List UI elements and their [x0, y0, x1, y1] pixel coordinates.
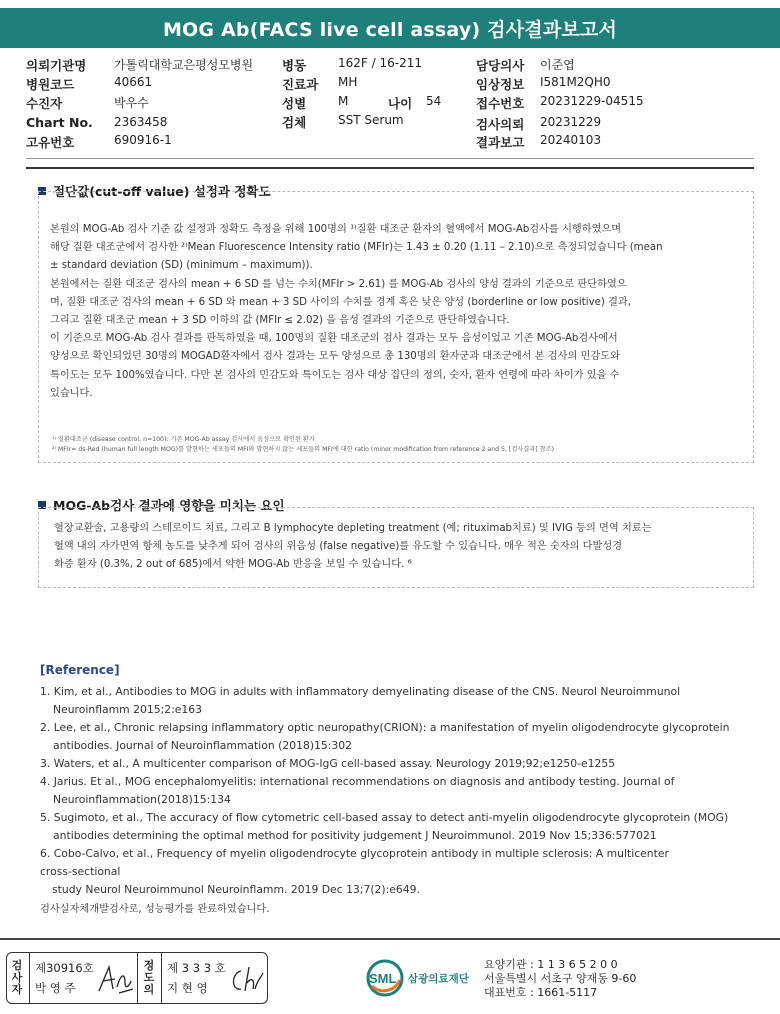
age-value: 54 [426, 94, 442, 108]
sex-value: M [338, 94, 349, 108]
receipt-value: 20231229-04515 [540, 94, 644, 108]
code-label: 병원코드 [26, 77, 75, 92]
doctor-label: 담당의사 [476, 58, 525, 73]
reference-line: 5. Sugimoto, et al., The accuracy of flow cytometric cell-based assay to detect anti-myelin oligodendrocyte glycoprotein (MOG) [40, 811, 729, 824]
footer-divider [0, 938, 780, 940]
qc-label-text: 정도의 [143, 959, 155, 996]
reference-line: 3. Waters, et al., A multicenter comparison of MOG-IgG cell-based assay. Neurology 2019;92;e1250-e1255 [40, 757, 616, 770]
chart-value: 2363458 [114, 115, 168, 129]
examiner-label [9, 960, 25, 996]
result-label: 결과보고 [476, 135, 525, 150]
org-code: 요양기관 : 1 1 3 6 5 2 0 0 [484, 958, 618, 971]
sig-divider [29, 953, 30, 1003]
cutoff-line: 본원에서는 질환 대조군 검사의 mean + 6 SD 를 넘는 수치(MFIr > 2.61) 를 MOG-Ab 검사의 양성 결과의 기준으로 판단하였으 [50, 278, 627, 290]
org-phone: 대표번호 : 1661-5117 [484, 986, 598, 999]
examiner-license: 제30916호 [35, 961, 94, 975]
receipt-label: 접수번호 [476, 96, 525, 111]
reference-line: 4. Jarius. Et al., MOG encephalomyelitis: international recommendations on diagnosis and antibody testing. Journal of [40, 775, 675, 788]
subject-value: 박우수 [114, 96, 149, 110]
hospital-value: 가톨릭대학교은평성모병원 [114, 58, 254, 72]
reference-line: 6. Cobo-Calvo, et al., Frequency of myelin oligodendrocyte glycoprotein antibody in multiple sclerosis: A multicenter [40, 847, 669, 860]
subject-label: 수진자 [26, 96, 63, 111]
request-value: 20231229 [540, 115, 602, 129]
reference-line: cross-sectional [40, 865, 121, 878]
cutoff-line: 양성으로 확인되었던 30명의 MOGAD환자에서 검사 결과는 모두 양성으로 총 130명의 환자군과 대조군에서 본 검사의 민감도와 [50, 351, 620, 363]
request-label: 검사의뢰 [476, 117, 525, 132]
reference-line: antibodies determining the optimal method for positivity judgement J Neuroimmunol. 2019 Nov 15;336:577021 [53, 829, 657, 842]
sig-divider [137, 953, 138, 1003]
factors-heading-text: MOG-Ab검사 결과에 영향을 미치는 요인 [53, 498, 285, 513]
org-info [484, 958, 636, 1000]
qc-signature-icon [227, 963, 265, 997]
sex-label: 성별 [282, 96, 307, 111]
clinical-value: I581M2QH0 [540, 75, 611, 89]
cutoff-line: 그리고 질환 대조군 mean + 3 SD 이하의 값 (MFIr ≤ 2.02) 을 음성 결과의 기준으로 판단하였습니다. [50, 315, 510, 327]
factors-line: 혈장교환술, 고용량의 스테로이드 치료, 그리고 B lymphocyte depleting treatment (예; rituximab치료) 및 IVIG 등의 면역 치료는 [54, 523, 652, 534]
factors-paragraph [54, 520, 752, 575]
sig-divider [161, 953, 162, 1003]
info-divider [26, 158, 754, 159]
dept-value: MH [338, 75, 358, 89]
qc-name: 지 현 영 [167, 981, 208, 995]
examiner-signature-icon [95, 963, 135, 997]
ward-value: 162F / 16-211 [338, 56, 422, 70]
cutoff-line: 이 기준으로 MOG-Ab 검사 결과를 판독하였을 때, 100명의 질환 대조군의 검사 결과는 모두 음성이었고 기존 MOG-Ab검사에서 [50, 333, 618, 345]
result-value: 20240103 [540, 133, 602, 147]
cutoff-line: ± standard deviation (SD) (minimum – maximum)). [50, 260, 313, 272]
cutoff-line: 본원의 MOG-Ab 검사 기준 값 설정과 정확도 측정을 위해 100명의 ¹⁾질환 대조군 환자의 혈액에서 MOG-Ab검사를 시행하였으며 [50, 224, 622, 235]
uid-label: 고유번호 [26, 135, 75, 150]
section-divider [26, 167, 754, 169]
reference-line: 2. Lee, et al., Chronic relapsing inflammatory optic neuropathy(CRION): a manifestation of myelin oligodendrocyte glycoprotein [40, 721, 730, 734]
qc-label [141, 960, 157, 996]
reference-heading: [Reference] [40, 663, 120, 677]
uid-value: 690916-1 [114, 133, 172, 147]
patient-info-block [26, 54, 766, 154]
cutoff-footnotes [52, 435, 752, 455]
reference-line: Neuroinflammation(2018)15:134 [53, 793, 231, 806]
sml-logo-icon [366, 958, 476, 998]
dept-label: 진료과 [282, 77, 319, 92]
cutoff-line: 있습니다. [50, 387, 93, 399]
age-label: 나이 [388, 96, 413, 111]
factors-line: 혈액 내의 자가면역 항체 농도를 낮추게 되어 검사의 위음성 (false negative)를 유도할 수 있습니다. 매우 적은 숫자의 다발성경 [54, 541, 623, 553]
factors-line: 화증 환자 (0.3%, 2 out of 685)에서 약한 MOG-Ab 반응을 보일 수 있습니다. ⁶ [54, 559, 412, 571]
report-title-bar [0, 8, 780, 48]
cutoff-line: 해당 질환 대조군에서 검사한 ²⁾Mean Fluorescence Intensity ratio (MFIr)는 1.43 ± 0.20 (1.11 – 2.10)으로 측정되었습니다 (mean [50, 242, 663, 254]
cutoff-line: 며, 질환 대조군 검사의 mean + 6 SD 와 mean + 3 SD 사이의 수치를 경계 혹은 낮은 양성 (borderline or low positive) 결과, [50, 296, 632, 308]
reference-list [40, 683, 760, 919]
reference-line: 1. Kim, et al., Antibodies to MOG in adults with inflammatory demyelinating disease of the CNS. Neurol Neuroimmunol [40, 685, 681, 698]
reference-line: antibodies. Journal of Neuroinflammation (2018)15:302 [53, 739, 353, 752]
cutoff-paragraph [50, 221, 750, 403]
examiner-name: 박 영 주 [35, 981, 76, 995]
hospital-label: 의뢰기관명 [26, 58, 87, 73]
signature-box [6, 952, 268, 1004]
logo-text: SML [369, 971, 397, 986]
specimen-value: SST Serum [338, 113, 404, 127]
examiner-label-text: 검사자 [11, 959, 23, 996]
chart-label: Chart No. [26, 115, 93, 130]
clinical-label: 임상정보 [476, 77, 525, 92]
reference-line: study Neurol Neuroimmunol Neuroinflamm. 2019 Dec 13;7(2):e649. [52, 883, 420, 896]
reference-line: Neuroinflamm 2015;2:e163 [53, 703, 202, 716]
sml-logo [366, 958, 476, 998]
qc-license: 제 3 3 3 호 [167, 961, 226, 975]
footnote-1: ¹⁾ 질환대조군 (disease control, n=100): 기존 MOG-Ab assay 검사에서 음성으로 확인된 환자 [52, 436, 315, 443]
footnote-2: ²⁾ MFIr= ds-Red (human full length MOG)를 발현하는 세포들의 MFI와 발현하지 않는 세포들의 MFI에 대한 ratio (minor modification from reference 2 and 5, [검사결과] 참조) [52, 446, 554, 453]
cutoff-heading-text: 절단값(cut-off value) 설정과 정확도 [53, 184, 271, 199]
code-value: 40661 [114, 75, 153, 89]
report-title: MOG Ab(FACS live cell assay) 검사결과보고서 [162, 18, 618, 41]
validation-note: 검사실자체개발검사로, 성능평가를 완료하였습니다. [40, 904, 270, 915]
cutoff-line: 특이도는 모두 100%였습니다. 다만 본 검사의 민감도와 특이도는 검사 대상 집단의 정의, 숫자, 환자 연령에 따라 차이가 있을 수 [50, 369, 620, 381]
specimen-label: 검체 [282, 115, 307, 130]
logo-company: 삼광의료재단 [408, 973, 469, 985]
doctor-value: 이준엽 [540, 58, 575, 72]
org-address: 서울특별시 서초구 양재동 9-60 [484, 972, 637, 985]
ward-label: 병동 [282, 58, 307, 73]
